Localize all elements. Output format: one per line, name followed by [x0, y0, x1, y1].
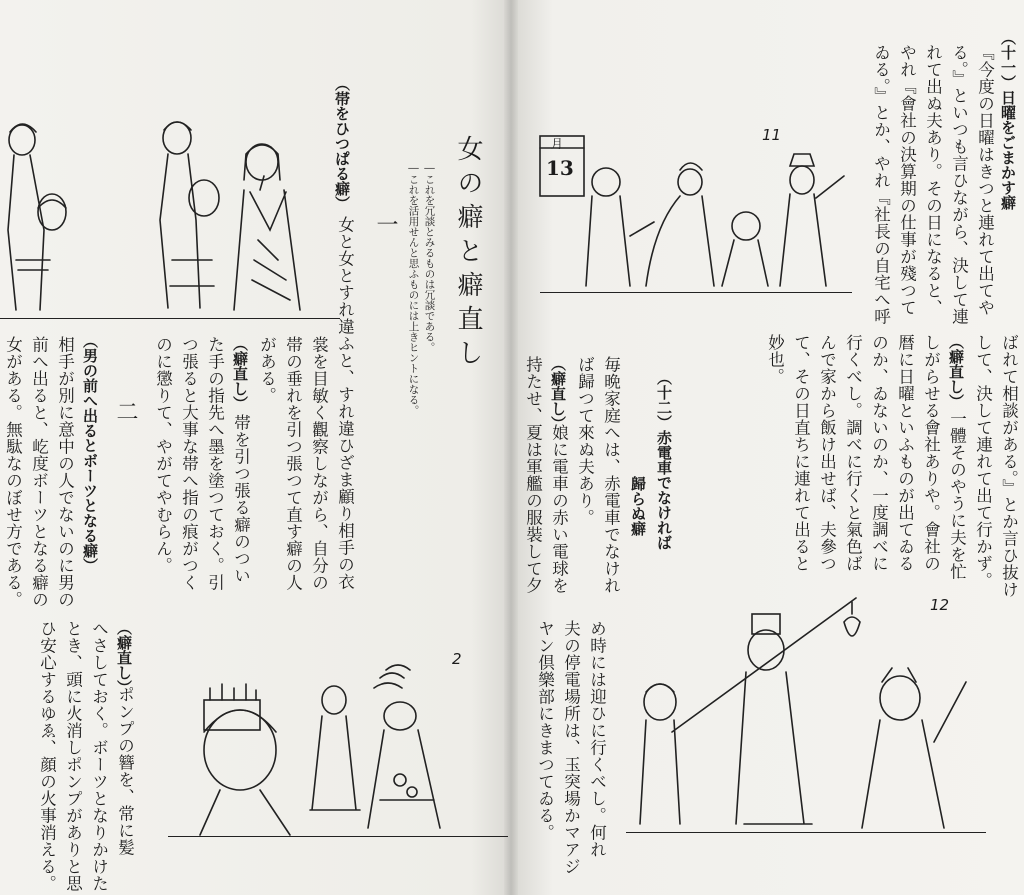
- section-number: 一: [373, 213, 398, 235]
- fix-heading: （癖直し）: [549, 356, 567, 431]
- illustration-number: 11: [762, 126, 782, 144]
- illustration-sunday-calendar: [534, 126, 854, 291]
- body-column: のに懲りて、やがてやむらん。: [153, 336, 173, 574]
- section-heading: （十一）日曜をごまかす癖: [999, 30, 1017, 210]
- body-column: て、その日直ちに連れて出ると: [791, 334, 811, 572]
- illustration-ground-line: [168, 836, 508, 837]
- body-column: 帯の垂れを引つ張つて直す癖の人: [283, 336, 303, 591]
- body-column: ばれて相談がある。』とか言ひ抜け: [999, 334, 1019, 598]
- body-column: がある。: [257, 336, 277, 404]
- article-subtitle-1: ―これを冗談とみるものは冗談である。: [423, 162, 436, 353]
- body-column: やれ『會社の決算期の仕事が殘つて: [897, 44, 917, 316]
- body-column: へさしておく。ボーツとなりかけた: [89, 620, 109, 892]
- section-number: 二: [113, 400, 138, 422]
- fix-heading: （癖直し）: [115, 620, 133, 695]
- body-column: ゐる。』とか、やれ『社長の自宅へ呼: [871, 44, 891, 325]
- body-column: 妙也。: [765, 334, 785, 385]
- body-column: ひ安心するゆゑ、顔の火事消える。: [37, 620, 57, 892]
- body-column: ば歸つて來ぬ夫あり。: [575, 356, 595, 526]
- body-column: 裳を目敏く觀察しながら、自分の: [309, 336, 329, 591]
- body-column: 帯を引つ張る癖のつい: [231, 414, 251, 584]
- body-column: 一體そのやうに夫を忙: [947, 410, 967, 580]
- fix-heading: （癖直し）: [947, 334, 965, 409]
- right-page: [516, 0, 1024, 895]
- section-heading: （十二）赤電車でなければ: [655, 370, 673, 550]
- body-column: んで家から飯け出せば、夫參つ: [817, 334, 837, 572]
- body-column: とき、頭に火消しポンプがありと思: [63, 620, 83, 892]
- illustration-red-lantern: [616, 592, 976, 832]
- body-column: して、決して連れて出て行かず。: [973, 334, 993, 589]
- body-column: 娘に電車の赤い電球を: [549, 424, 569, 594]
- body-column: 夫の停電場所は、玉突場かマアジ: [561, 620, 581, 875]
- section-heading: （帯をひつぱる癖）: [333, 76, 351, 211]
- body-column: 女がある。無駄なのぼせ方である。: [3, 336, 23, 608]
- body-column: つ張ると大事な帯へ指の痕がつく: [179, 336, 199, 591]
- body-column: 持たせ、夏は軍艦の服裝して夕: [523, 356, 543, 594]
- body-column: 行くべし。調べに行くと氣色ば: [843, 334, 863, 572]
- body-column: しがらせる會社ありや。會社の: [921, 334, 941, 572]
- body-column: 『今度の日曜はきつと連れて出てや: [975, 44, 995, 316]
- body-column: め時には迎ひに行くべし。何れ: [587, 620, 607, 858]
- body-column: 暦に日曜といふものが出てゐる: [895, 334, 915, 572]
- body-column: のか、ゐないのか、一度調べに: [869, 334, 889, 572]
- calendar-month-label: 月: [551, 137, 564, 151]
- body-column: れて出ぬ夫あり。その日になると、: [923, 44, 943, 316]
- body-column: た手の指先へ墨を塗つておく。引: [205, 336, 225, 591]
- body-column: 相手が別に意中の人でないのに男の: [55, 336, 75, 608]
- calendar-day-number: 13: [546, 156, 574, 180]
- body-column: 女と女とすれ違ふと、すれ違ひざま顧り相手の衣: [335, 216, 355, 590]
- illustration-pump-hairpin: [160, 660, 480, 840]
- illustration-three-women: [0, 110, 330, 320]
- article-subtitle-2: ―これを活用せんと思ふものには上きヒントになる。: [407, 162, 420, 416]
- body-column: ポンプの簪を、常に髪: [115, 686, 135, 856]
- body-column: 毎晩家庭へは、赤電車でなけれ: [601, 356, 621, 594]
- illustration-ground-line: [540, 292, 852, 293]
- article-title: 女の癖と癖直し: [453, 135, 483, 373]
- illustration-ground-line: [626, 832, 986, 833]
- section-heading: 歸らぬ癖: [629, 476, 647, 536]
- body-column: ヤン倶樂部にきまつてゐる。: [535, 620, 555, 841]
- illustration-ground-line: [0, 318, 340, 319]
- illustration-number: 2: [452, 650, 462, 668]
- fix-heading: （癖直し）: [231, 336, 249, 411]
- illustration-number: 12: [930, 596, 950, 614]
- section-heading: （男の前へ出るとボーツとなる癖）: [81, 333, 99, 573]
- body-column: る。』といつも言ひながら、決して連: [949, 44, 969, 325]
- left-page: [0, 0, 506, 895]
- body-column: 前へ出ると、屹度ボーツとなる癖の: [29, 336, 49, 608]
